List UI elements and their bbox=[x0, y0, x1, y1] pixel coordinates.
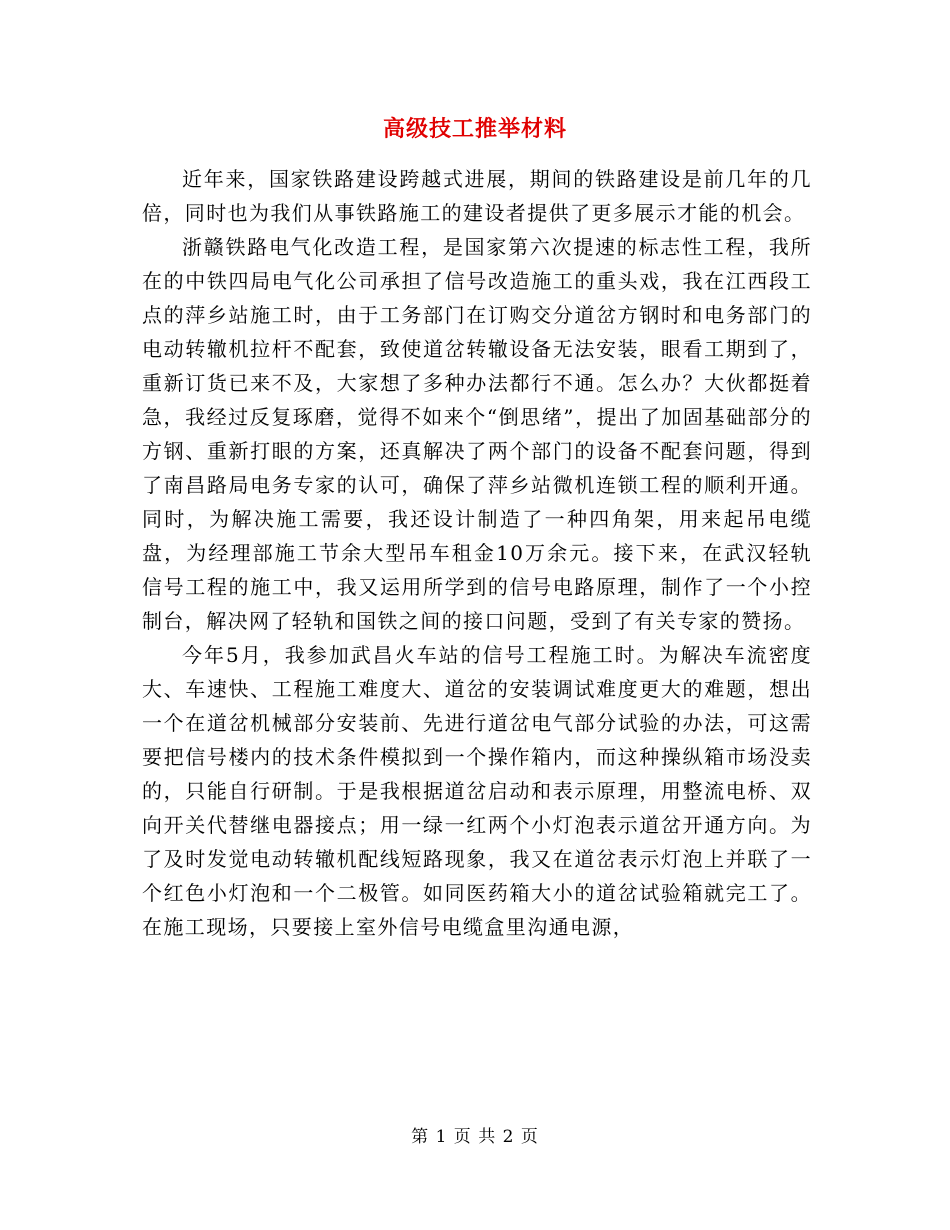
document-body bbox=[142, 162, 812, 944]
paragraph-1: 近年来，国家铁路建设跨越式进展，期间的铁路建设是前几年的几倍，同时也为我们从事铁路施工的建设者提供了更多展示才能的机会。 bbox=[142, 167, 812, 225]
paragraph-2: 浙赣铁路电气化改造工程，是国家第六次提速的标志性工程，我所在的中铁四局电气化公司承担了信号改造施工的重头戏，我在江西段工点的萍乡站施工时，由于工务部门在订购交分道岔方钢时和电务部门的电动转辙机拉杆不配套，致使道岔转辙设备无法安装，眼看工期到了，重新订货已来不及，大家想了多种办法都行不通。怎么办？大伙都挺着急，我经过反复琢磨，觉得不如来个“倒思绪”，提出了加固基础部分的方钢、重新打眼的方案，还真解决了两个部门的设备不配套问题，得到了南昌路局电务专家的认可，确保了萍乡站微机连锁工程的顺利开通。同时，为解决施工需要，我还设计制造了一种四角架，用来起吊电缆盘，为经理部施工节余大型吊车租金10万余元。接下来，在武汉轻轨信号工程的施工中，我又运用所学到的信号电路原理，制作了一个小控制台，解决网了轻轨和国铁之间的接口问题，受到了有关专家的赞扬。 bbox=[142, 235, 812, 633]
paragraph-3: 今年5月，我参加武昌火车站的信号工程施工时。为解决车流密度大、车速快、工程施工难度大、道岔的安装调试难度更大的难题，想出一个在道岔机械部分安装前、先进行道岔电气部分试验的办法，可这需要把信号楼内的技术条件模拟到一个操作箱内，而这种操纵箱市场没卖的，只能自行研制。于是我根据道岔启动和表示原理，用整流电桥、双向开关代替继电器接点；用一绿一红两个小灯泡表示道岔开通方向。为了及时发觉电动转辙机配线短路现象，我又在道岔表示灯泡上并联了一个红色小灯泡和一个二极管。如同医药箱大小的道岔试验箱就完工了。在施工现场，只要接上室外信号电缆盒里沟通电源， bbox=[142, 643, 812, 939]
page-number-footer: 第 1 页 共 2 页 bbox=[411, 1127, 539, 1147]
document-title: 高级技工推举材料 bbox=[382, 116, 567, 142]
